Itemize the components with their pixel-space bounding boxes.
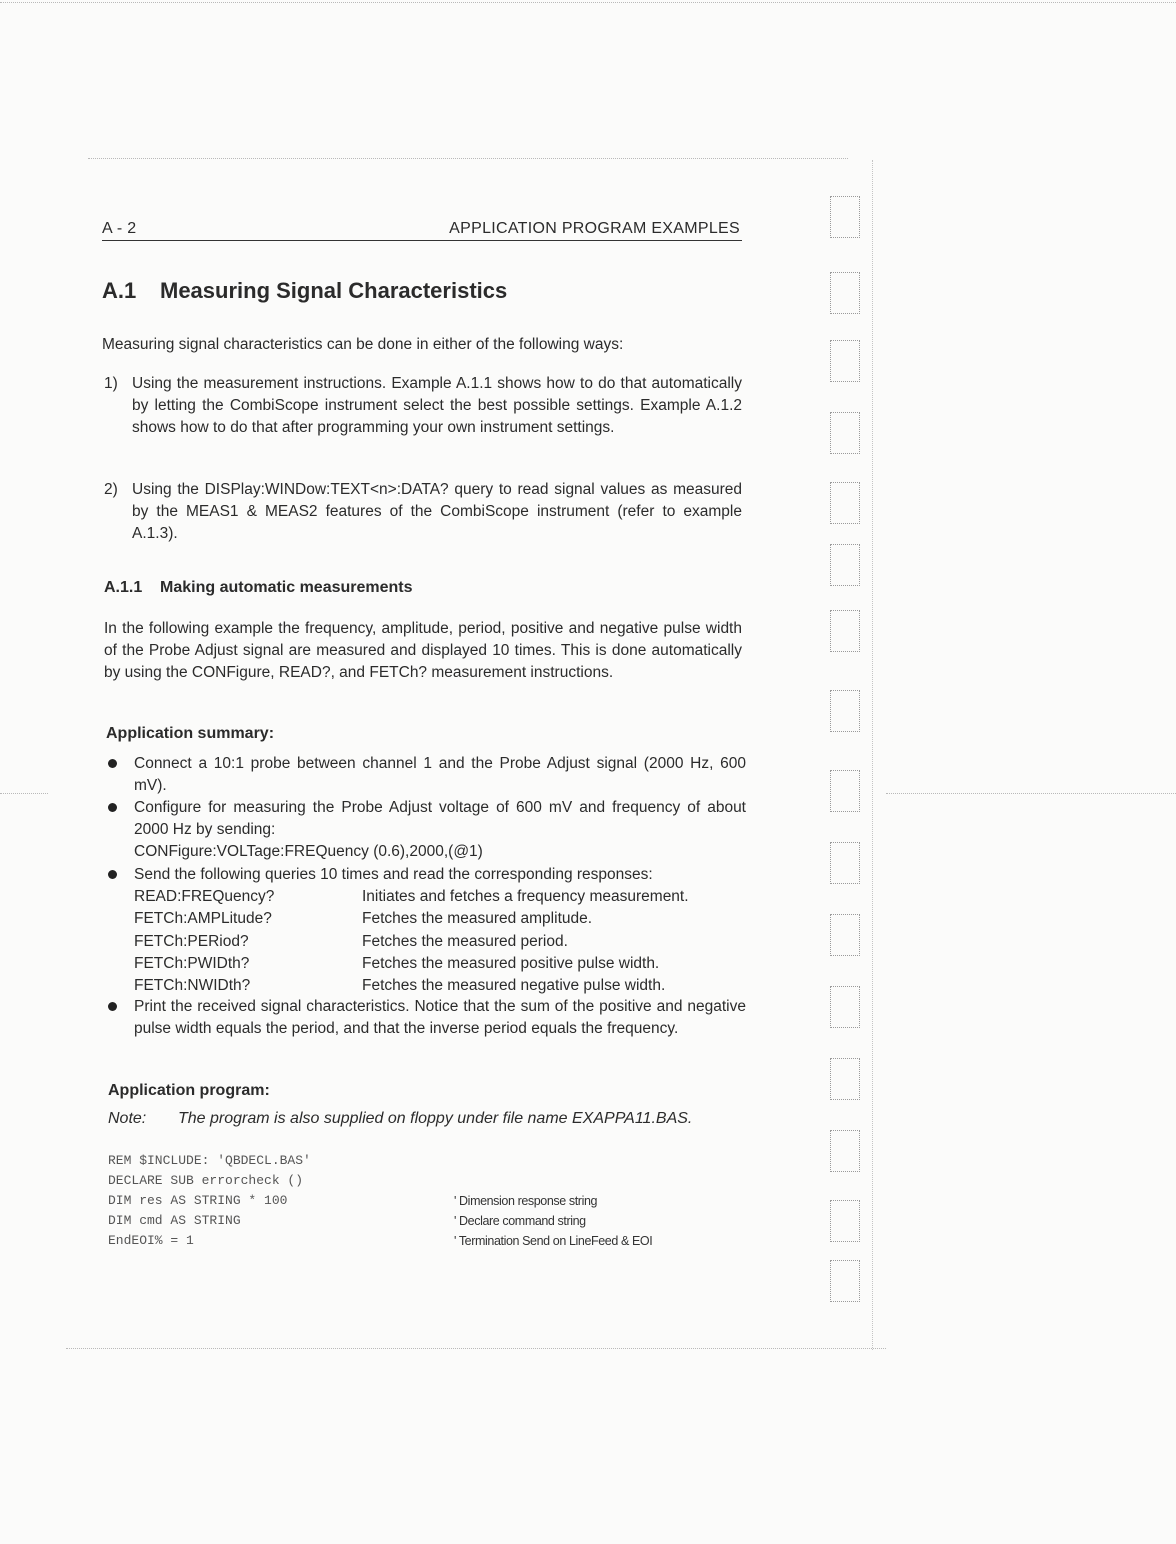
bullet-icon [108,803,117,812]
note-label: Note: [108,1110,147,1127]
bullet-text: Configure for measuring the Probe Adjust voltage of 600 mV and frequency of about 2000 Hz by sending: [134,799,746,839]
bullet-command: CONFigure:VOLTage:FREQuency (0.6),2000,(@1) [134,843,483,861]
program-heading: Application program: [108,1082,270,1099]
code-line [108,1151,758,1171]
bullet-item [108,996,746,1040]
index-tab [830,610,860,652]
index-tab [830,1260,860,1302]
query-command: FETCh:AMPLitude? [134,910,272,928]
query-table [134,886,746,997]
query-description: Initiates and fetches a frequency measurement. [362,888,689,906]
code-text: REM $INCLUDE: 'QBDECL.BAS' [108,1153,311,1168]
code-comment: ' Termination Send on LineFeed & EOI [454,1234,653,1248]
index-tab [830,690,860,732]
index-tab [830,412,860,454]
query-row [134,908,746,930]
index-tab [830,482,860,524]
scan-edge-top [0,2,1176,3]
code-text: DECLARE SUB errorcheck () [108,1173,304,1188]
subsection-title: Making automatic measurements [160,579,413,596]
code-line [108,1231,758,1251]
list-text: Using the DISPlay:WINDow:TEXT<n>:DATA? query to read signal values as measured by the MEAS1 & MEAS2 features of the CombiScope instrument (refer to example A.1.3). [132,481,742,543]
query-description: Fetches the measured positive pulse width. [362,954,660,972]
query-row [134,931,746,953]
program-note [108,1110,692,1128]
query-description: Fetches the measured period. [362,932,568,950]
index-tab [830,340,860,382]
scan-line-lower [66,1348,886,1349]
index-tab [830,770,860,812]
section-title-running: APPLICATION PROGRAM EXAMPLES [449,220,740,237]
index-tab [830,842,860,884]
index-tab [830,272,860,314]
index-tab [830,196,860,238]
query-command: READ:FREQuency? [134,888,275,906]
index-tab-margin [820,190,880,1330]
page-number: A - 2 [102,220,137,237]
query-command: FETCh:NWIDth? [134,976,251,994]
query-description: Fetches the measured negative pulse width. [362,976,666,994]
list-number: 1) [104,375,118,392]
code-line [108,1211,758,1231]
page-header [102,218,742,241]
code-line [108,1191,758,1211]
subsection-heading [104,579,413,597]
query-command: FETCh:PWIDth? [134,954,250,972]
section-number: A.1 [102,278,137,303]
code-line [108,1171,758,1191]
bullet-text: Send the following queries 10 times and read the corresponding responses: [134,866,653,883]
list-item [102,373,742,440]
section-heading [102,278,507,304]
scan-line-left-mark [0,793,48,794]
code-text: EndEOI% = 1 [108,1233,194,1248]
query-row [134,975,746,997]
bullet-item [108,797,746,864]
summary-heading: Application summary: [106,725,275,742]
code-comment: ' Declare command string [454,1214,586,1228]
note-text: The program is also supplied on floppy under file name EXAPPA11.BAS. [178,1110,693,1127]
bullet-icon [108,870,117,879]
list-item [102,479,742,546]
index-tab [830,1200,860,1242]
code-listing [108,1151,758,1251]
code-text: DIM cmd AS STRING [108,1213,241,1228]
list-number: 2) [104,481,118,498]
index-tab [830,986,860,1028]
scan-line-right-mark [886,793,1176,794]
index-tab [830,914,860,956]
bullet-item [108,864,746,997]
list-text: Using the measurement instructions. Example A.1.1 shows how to do that automatically by letting the CombiScope instrument select the best possible settings. Example A.1.2 shows how to do that after programming your own instrument settings. [132,375,742,437]
query-description: Fetches the measured amplitude. [362,910,593,928]
query-row [134,886,746,908]
code-comment: ' Dimension response string [454,1194,598,1208]
section-title: Measuring Signal Characteristics [160,278,508,303]
bullet-text: Connect a 10:1 probe between channel 1 and the Probe Adjust signal (2000 Hz, 600 mV). [134,755,746,795]
code-text: DIM res AS STRING * 100 [108,1193,288,1208]
bullet-text: Print the received signal characteristics. Notice that the sum of the positive and negative pulse width equals the period, and that the inverse period equals the frequency. [134,998,746,1038]
bullet-item [108,753,746,797]
subsection-number: A.1.1 [104,579,143,596]
index-tab [830,1058,860,1100]
index-tab [830,1130,860,1172]
bullet-icon [108,759,117,768]
intro-paragraph: Measuring signal characteristics can be done in either of the following ways: [102,336,624,353]
index-tab [830,544,860,586]
subsection-paragraph: In the following example the frequency, amplitude, period, positive and negative pulse width of the Probe Adjust signal are measured and displayed 10 times. This is done automatically by using the CONFigure, READ?, and FETCh? measurement instructions. [104,620,742,682]
query-command: FETCh:PERiod? [134,932,249,950]
bullet-icon [108,1002,117,1011]
scan-line-upper [88,158,848,159]
query-row [134,953,746,975]
